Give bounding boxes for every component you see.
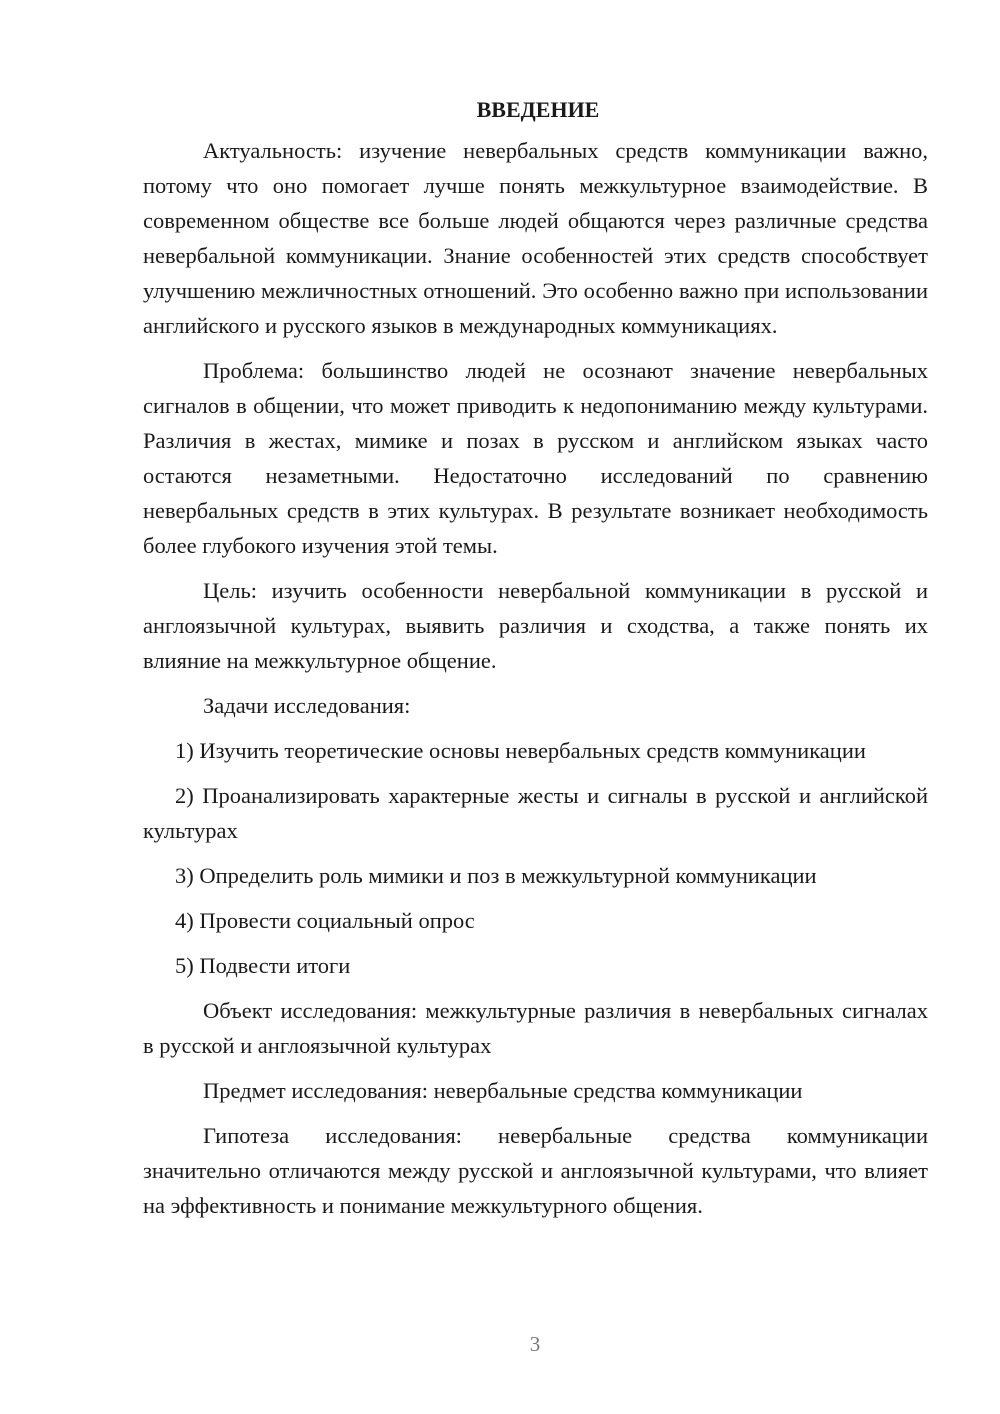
list-item: 5) Подвести итоги [175, 953, 351, 978]
page-content [143, 92, 928, 1223]
object-paragraph: Объект исследования: межкультурные различия в невербальных сигналах в русской и англоязычной культурах [143, 998, 928, 1058]
list-item: 4) Провести социальный опрос [175, 908, 475, 933]
tasks-list [143, 733, 928, 983]
subject-paragraph: Предмет исследования: невербальные средства коммуникации [203, 1078, 803, 1103]
tasks-heading: Задачи исследования: [203, 693, 411, 718]
list-item: 3) Определить роль мимики и поз в межкультурной коммуникации [175, 863, 817, 888]
page-title: ВВЕДЕНИЕ [476, 97, 600, 122]
page-number: 3 [529, 1332, 541, 1356]
list-item: 1) Изучить теоретические основы невербальных средств коммуникации [175, 738, 866, 763]
hypothesis-paragraph: Гипотеза исследования: невербальные средства коммуникации значительно отличаются между русской и англоязычной культурами, что влияет на эффективность и понимание межкультурного общения. [143, 1123, 928, 1218]
goal-paragraph: Цель: изучить особенности невербальной коммуникации в русской и англоязычной культурах, выявить различия и сходства, а также понять их влияние на межкультурное общение. [143, 578, 928, 673]
relevance-paragraph: Актуальность: изучение невербальных средств коммуникации важно, потому что оно помогает лучше понять межкультурное взаимодействие. В современном обществе все больше людей общаются через различные средства невербальной коммуникации. Знание особенностей этих средств способствует улучшению межличностных отношений. Это особенно важно при использовании английского и русского языков в международных коммуникациях. [143, 138, 928, 338]
list-item: 2) Проанализировать характерные жесты и сигналы в русской и английской культурах [143, 783, 928, 843]
problem-paragraph: Проблема: большинство людей не осознают значение невербальных сигналов в общении, что может приводить к недопониманию между культурами. Различия в жестах, мимике и позах в русском и английском языках часто остаются незаметными. Недостаточно исследований по сравнению невербальных средств в этих культурах. В результате возникает необходимость более глубокого изучения этой темы. [143, 358, 928, 558]
